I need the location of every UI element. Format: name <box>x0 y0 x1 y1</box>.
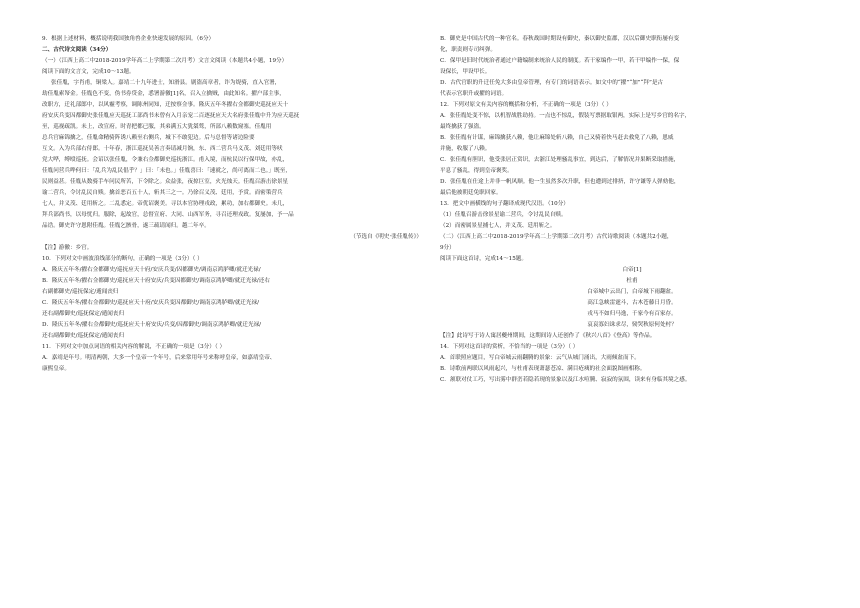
text-line: D．古代官职的升迁任免大多由皇帝管理，有专门的词语表示。如文中的“擢”“加”“拜”是古 <box>440 80 664 86</box>
text-line: （二）（江西上高二中2018-2019学年高二上学期第二次月考）古代诗歌阅读（本题共2小题， <box>440 234 673 240</box>
text-line: 11．下列对文中加点词语的相关内容的解说，不正确的一项是（3分）（ ） <box>42 344 226 350</box>
text-line: 最终擒获了强盗。 <box>440 124 485 130</box>
text-line: 府安庆兵变囚都御史张佳胤应天巡抚工部尚书未曾有入月亲宠二百逐抚应天大名府张佳胤中升为应天巡抚 <box>42 113 300 119</box>
text-line: 【注】游徼：乡官。 <box>42 245 93 251</box>
text-line: 佳胤问营兵哗何曰：「乱兵为乱民倡乎？」曰：「未也。」佳胤喜曰：「速就之，尚可离而二也。」既至， <box>42 168 291 174</box>
text-line: B．御史是中国古代的一种官名。春秋战国时期设有御史，秦以御史监郡，汉以后御史职衔屡有变 <box>440 36 680 42</box>
text-line: 化，职责则专司纠弹。 <box>440 47 496 53</box>
text-line: 并施，收服了八赖。 <box>440 146 491 152</box>
text-line: B．诗歌前两联以风雨起兴，与杜甫表现萧瑟苍凉、满目疮痍的社会面貌图画相称。 <box>440 366 646 372</box>
text-line: 至，巡视疏凯。未上，改宣府。时青把都已服，其弟满五大犹桀骜，所部八赖数窥塞。佳胤用 <box>42 124 272 130</box>
text-line: A．隆庆五年冬/擢右佥都御史/巡抚应天十府/安庆兵变/囚都御史/调南京鸿胪卿/就迁光禄/ <box>42 267 261 273</box>
text-line: 14．下列对这首诗的赏析，不恰当的一项是（3分）（ ） <box>440 344 579 350</box>
text-line: 10．下列对文中画波浪线部分的断句，正确的一项是（3分）（ ） <box>42 256 203 262</box>
text-line: 还右副都御史/巡抚保定/遁闻丧归 <box>42 333 125 339</box>
right-bottom-block <box>440 331 824 386</box>
text-line: 品诰。御史许守恩附佳胤。佳胤乞骸骨，遂三疏请闻归。越二年卒。 <box>42 223 210 229</box>
text-line: 13．把文中画横线的句子翻译成现代汉语。（10分） <box>440 201 569 207</box>
text-line: D．隆庆五年冬/擢右佥都御史/巡抚应天十府安庆/兵变/囚都御史/调南京鸿胪卿/就迁光禄/ <box>42 322 262 328</box>
text-line: B．张佳胤有计谋，麻锦擒获八赖，他让麻锦处斩八赖，自己又骑着快马赶去救免了八赖，恩威 <box>440 135 674 141</box>
text-line: 二、古代诗文阅读（34分） <box>42 47 112 53</box>
text-line: A．张佳胤处变不惊，以机智战胜劫持。一点也不惊乱，假装写票据取银两，实际上是写乡官的名字， <box>440 113 691 119</box>
poem-line: 哀哀寡妇诛求尽，恸哭秋原何处村？ <box>587 322 677 328</box>
text-line: 设保长，甲设甲长。 <box>440 69 491 75</box>
text-line: 9．根据上述材料，概括说明我国独角兽企业快速发展的原因。（6分） <box>42 36 215 42</box>
text-line: 互文。入为兵部右侍郎。十年春，浙江巡抚吴善言奏请减月饷，东、西二营兵马义茂、刘廷用等吠 <box>42 146 283 152</box>
text-line: （节选自《明史·张佳胤传》） <box>350 234 422 240</box>
text-line: 代表示官职升或擢的词语。 <box>440 91 508 97</box>
poem-title: 白帝[1] <box>622 267 642 273</box>
text-line: 党大哗，缚殴巡抚。会诏以张佳胤，令兼右佥都御史巡抚浙江。甫入境，而杭民以行保甲故，亦乱， <box>42 157 289 163</box>
text-line: 民则益甚。佳胤从数骑手车问民所苦，下令除之。众益张，夜掠巨室，火光烛天。佳胤召游击徐景星 <box>42 179 289 185</box>
text-line: 七人，并义茂、廷用斩之。二乱悉定。帝优诏褒美。寻以本官协理戎政，累功，加右都御史。未几， <box>42 201 289 207</box>
text-line: 总兵官麻锦擒之，佳胤命精骑阵诱八赖至右侧兵，城下不敢犯边。后与总督等诸边险要 <box>42 135 255 141</box>
text-line: 谕二营兵，令讨乱民自赎。擒首恶百五十人，斩其三之一。乃徐召义茂、廷用，予赏。而密策营兵 <box>42 190 283 196</box>
text-line: （1）佳胤召游击徐景星谕二营兵，令讨乱民自赎。 <box>440 212 567 218</box>
text-line: C．隆庆五年冬/擢右佥都御史/巡抚应天十府/安庆兵变囚都御史/调南京鸿胪卿/就迁光禄/ <box>42 300 259 306</box>
text-line: C．张佳胤有胆识，他受张居正赏识，去浙江处理骚乱事宜，到达后，了解情况并果断采取措施， <box>440 157 680 163</box>
poem-block <box>440 265 824 331</box>
text-line: 改职方，迁礼部郎中，以风霾考察，调陈州同知，迁按察佥事。隆庆五年冬擢右佥都御史巡抚应天十 <box>42 102 289 108</box>
text-line: 张佳胤，字肖甫，铜梁人。嘉靖二十九年进士，知滑县。剧盗高章者，诈为缇骑，直入官署， <box>51 80 281 86</box>
right-column <box>440 34 824 386</box>
poem-lines <box>440 287 824 331</box>
text-line: 9分） <box>440 245 455 251</box>
text-line: 劫佳胤索帑金。佳胤色不变，伪书券贷金，悉署游徼[1]名，召入立擒贼，由此知名。擢户部主事， <box>42 91 285 97</box>
poem-line: 白帝城中云出门，白帝城下雨翻盆。 <box>587 289 677 295</box>
poem-line: 戎马不如归马逸，千家今有百家存。 <box>587 311 677 317</box>
text-line: 右副都御史/巡抚保定/遁闻丧归 <box>42 289 119 295</box>
text-line: C．保甲是旧时代统治者通过户籍编制来统治人民的制度。若干家编作一甲，若干甲编作一保，保 <box>440 58 680 64</box>
text-line: 12．下列对原文有关内容的概括和分析，不正确的一项是（3分）（ ） <box>440 102 612 108</box>
text-line: （2）而密属景星捕七人，并义茂、廷用斩之。 <box>440 223 556 229</box>
text-line: 【注】此诗写于诗人寓居夔州期间，这期间诗人还创作了《秋兴八首》《登高》等作品。 <box>440 333 656 339</box>
text-line: D．张佳胤在仕途上并非一帆风顺。他一生虽然多次升职，但也遭到过排挤，许守谦等人弹劾他， <box>440 179 680 185</box>
poem-author: 杜甫 <box>626 278 638 284</box>
poem-line: 高江急峡雷霆斗，古木苍藤日月昏。 <box>587 300 677 306</box>
text-line: 还右副都御史/巡抚保定/遁闻丧归 <box>42 311 125 317</box>
text-line: 阅读下面的文言文，完成10～13题。 <box>42 69 135 75</box>
text-line: A．首联照应题目，写白帝城云雨翻腾的景象：云气从城门涌出，大雨倾盆而下。 <box>440 355 640 361</box>
text-line: 平息了骚乱，得到皇帝褒奖。 <box>440 168 513 174</box>
text-line: （一）（江西上高二中2018-2019学年高二上学期第二次月考）文言文阅读（本题共4小题，19分） <box>42 58 288 64</box>
right-top-block <box>440 34 824 265</box>
text-line: A．嘉靖是年号。明清两朝，大多一个皇帝一个年号，后来常用年号来称呼皇帝，如嘉靖皇帝、 <box>42 355 276 361</box>
text-line: B．隆庆五年冬/擢右佥都御史/巡抚应天十府安庆/兵变囚都御史/调南京鸿胪卿/就迁光禄/还右 <box>42 278 270 284</box>
left-column <box>42 34 422 375</box>
text-line: 阅读下面这首诗，完成14～15题。 <box>440 256 527 262</box>
text-line: C．颔联对仗工巧，写出雾中群峦若隐若现的景象以及江水喧腾、寂寂的氛围，读来有身临其境之感。 <box>440 377 691 383</box>
text-line: 最后他被朝廷免职回家。 <box>440 190 502 196</box>
text-line: 康熙皇帝。 <box>42 366 70 372</box>
text-line: 拜兵部尚书，以母忧归。服除，起故官，总督宣府、大同、山西军务，寻召还理戎政。复屡加，予一品 <box>42 212 294 218</box>
